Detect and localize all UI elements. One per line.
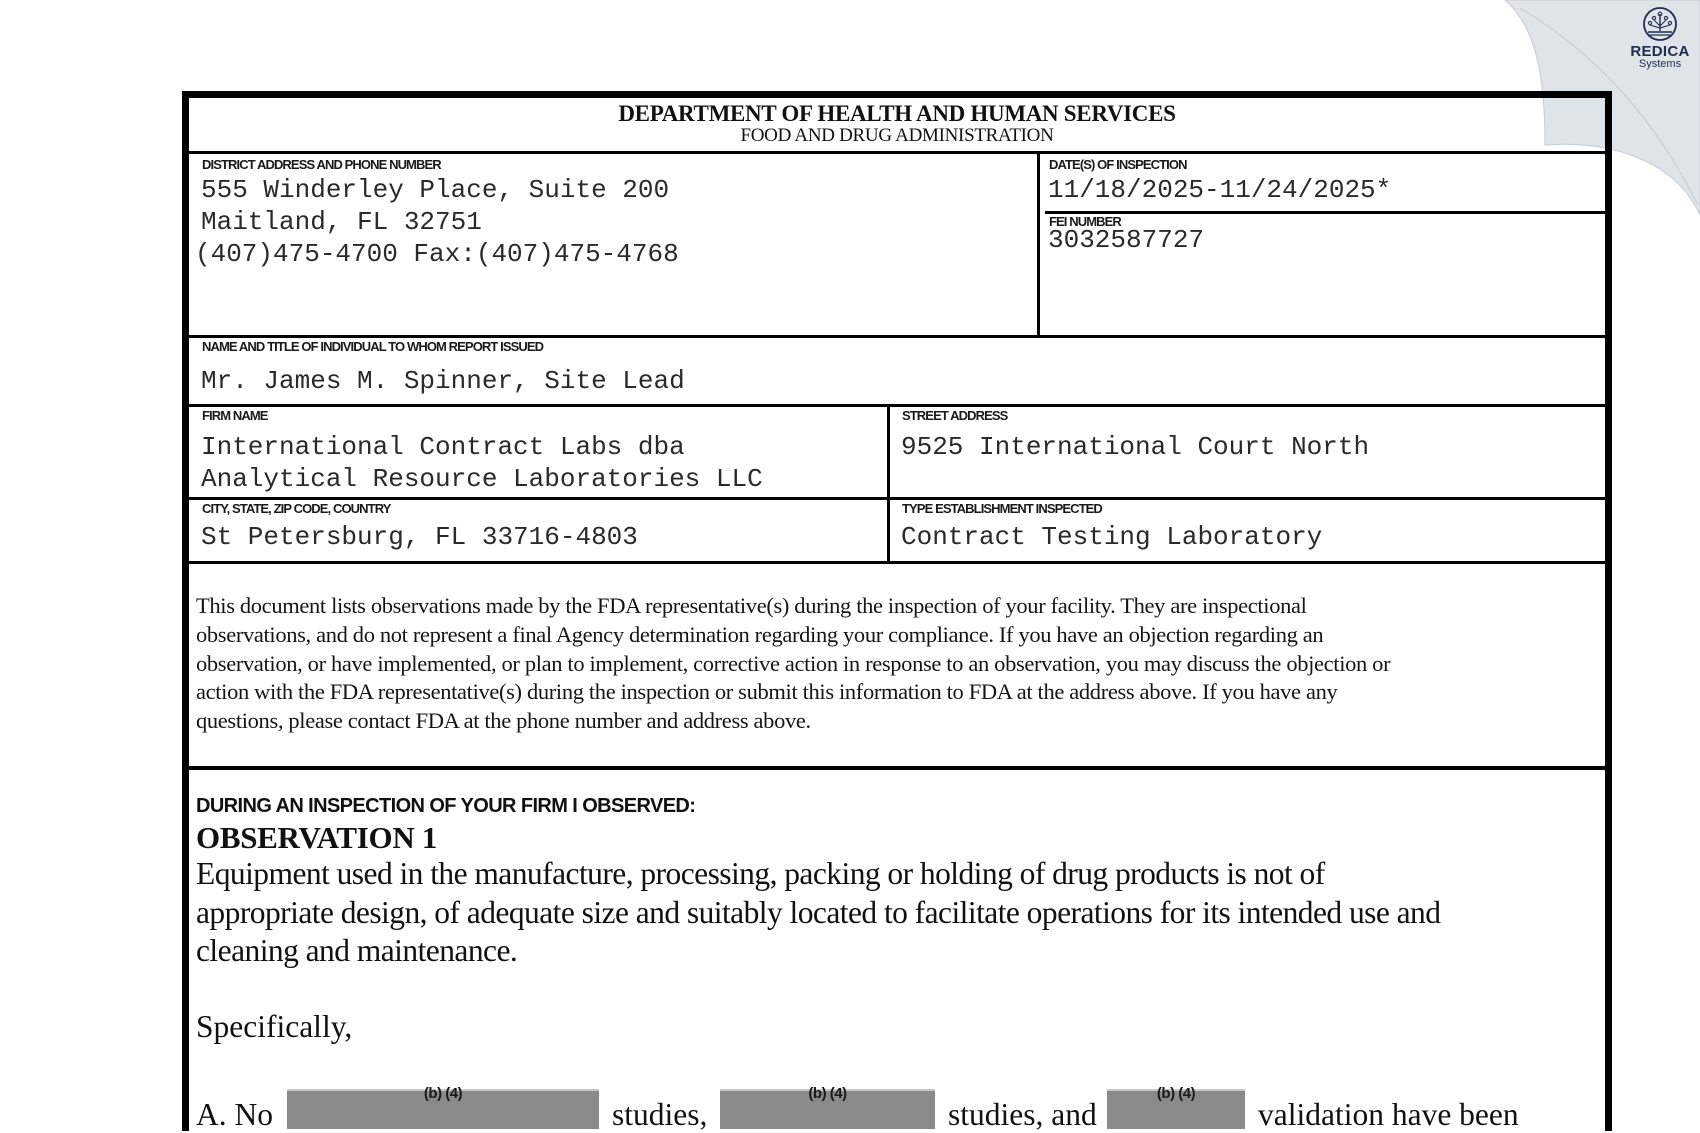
item-a-text: studies, xyxy=(612,1097,708,1132)
department-title: DEPARTMENT OF HEALTH AND HUMAN SERVICES xyxy=(618,101,1176,126)
observation-item-a xyxy=(196,1085,1606,1132)
observation-body xyxy=(196,855,1440,971)
observation-body-line: cleaning and maintenance. xyxy=(196,933,518,968)
street-address-value: 9525 International Court North xyxy=(901,432,1370,462)
district-address-line2: Maitland, FL 32751 xyxy=(201,207,482,237)
item-a-prefix: A. No xyxy=(196,1097,273,1132)
redaction-bar xyxy=(1107,1085,1245,1129)
establishment-type-value: Contract Testing Laboratory xyxy=(901,522,1323,552)
divider-header xyxy=(189,151,1605,154)
disclaimer-line: observations, and do not represent a final Agency determination regarding your compliance. If you have an objection regarding an xyxy=(196,621,1324,647)
firm-name-line1: International Contract Labs dba xyxy=(201,432,685,462)
disclaimer-line: questions, please contact FDA at the phone number and address above. xyxy=(196,708,811,734)
redaction-bar xyxy=(287,1085,599,1129)
item-a-text: studies, and xyxy=(948,1097,1097,1132)
logo-sub-text: Systems xyxy=(1638,58,1682,70)
disclaimer-line: observation, or have implemented, or plan to implement, corrective action in response to an observation, you may discuss the objection or xyxy=(196,650,1391,676)
redaction-code: (b) (4) xyxy=(808,1085,847,1102)
disclaimer-line: This document lists observations made by the FDA representative(s) during the inspection of your facility. They are inspectional xyxy=(196,593,1307,618)
recipient-label: NAME AND TITLE OF INDIVIDUAL TO WHOM REPORT ISSUED xyxy=(202,339,544,354)
inspection-dates-label: DATE(S) OF INSPECTION xyxy=(1049,157,1187,172)
fei-value: 3032587727 xyxy=(1048,225,1205,255)
recipient-value: Mr. James M. Spinner, Site Lead xyxy=(201,366,685,396)
divider-district xyxy=(189,335,1605,338)
firm-name-line2: Analytical Resource Laboratories LLC xyxy=(201,464,763,494)
divider-recipient xyxy=(189,404,1605,407)
divider-city xyxy=(189,561,1605,564)
disclaimer-paragraph xyxy=(196,592,1606,736)
city-label: CITY, STATE, ZIP CODE, COUNTRY xyxy=(202,501,391,516)
observation-title: OBSERVATION 1 xyxy=(196,820,438,855)
observation-specifically: Specifically, xyxy=(196,1009,353,1044)
city-value: St Petersburg, FL 33716-4803 xyxy=(201,522,638,552)
district-phone: (407)475-4700 Fax:(407)475-4768 xyxy=(195,239,679,269)
divider-firm xyxy=(189,497,1605,500)
item-a-suffix: validation have been xyxy=(1258,1097,1519,1132)
observation-body-line: Equipment used in the manufacture, processing, packing or holding of drug products is not of xyxy=(196,856,1325,891)
fda-483-form xyxy=(182,91,1612,1131)
street-address-label: STREET ADDRESS xyxy=(902,408,1008,423)
logo-brand-text: REDICA xyxy=(1630,43,1690,60)
tree-network-icon xyxy=(1642,6,1678,42)
vdivider-firm xyxy=(887,406,890,564)
divider-disclaimer xyxy=(189,766,1605,770)
divider-dates xyxy=(1045,211,1605,214)
agency-title: FOOD AND DRUG ADMINISTRATION xyxy=(740,125,1054,146)
disclaimer-line: action with the FDA representative(s) during the inspection or submit this information to FDA at the address above. If you have any xyxy=(196,679,1338,705)
fei-label: FEI NUMBER xyxy=(1049,214,1121,229)
district-address-line1: 555 Winderley Place, Suite 200 xyxy=(201,175,670,205)
inspection-dates-value: 11/18/2025-11/24/2025* xyxy=(1048,175,1392,205)
observation-body-line: appropriate design, of adequate size and suitably located to facilitate operations for its intended use and xyxy=(196,894,1441,930)
firm-name-label: FIRM NAME xyxy=(202,408,268,423)
observations-intro: DURING AN INSPECTION OF YOUR FIRM I OBSERVED: xyxy=(196,795,696,817)
redaction-code: (b) (4) xyxy=(1156,1085,1196,1102)
vdivider-district xyxy=(1037,153,1040,337)
redaction-code: (b) (4) xyxy=(423,1085,463,1102)
redica-logo xyxy=(1620,6,1700,70)
redaction-bar xyxy=(720,1085,935,1129)
establishment-type-label: TYPE ESTABLISHMENT INSPECTED xyxy=(902,501,1102,516)
district-label: DISTRICT ADDRESS AND PHONE NUMBER xyxy=(202,157,441,172)
